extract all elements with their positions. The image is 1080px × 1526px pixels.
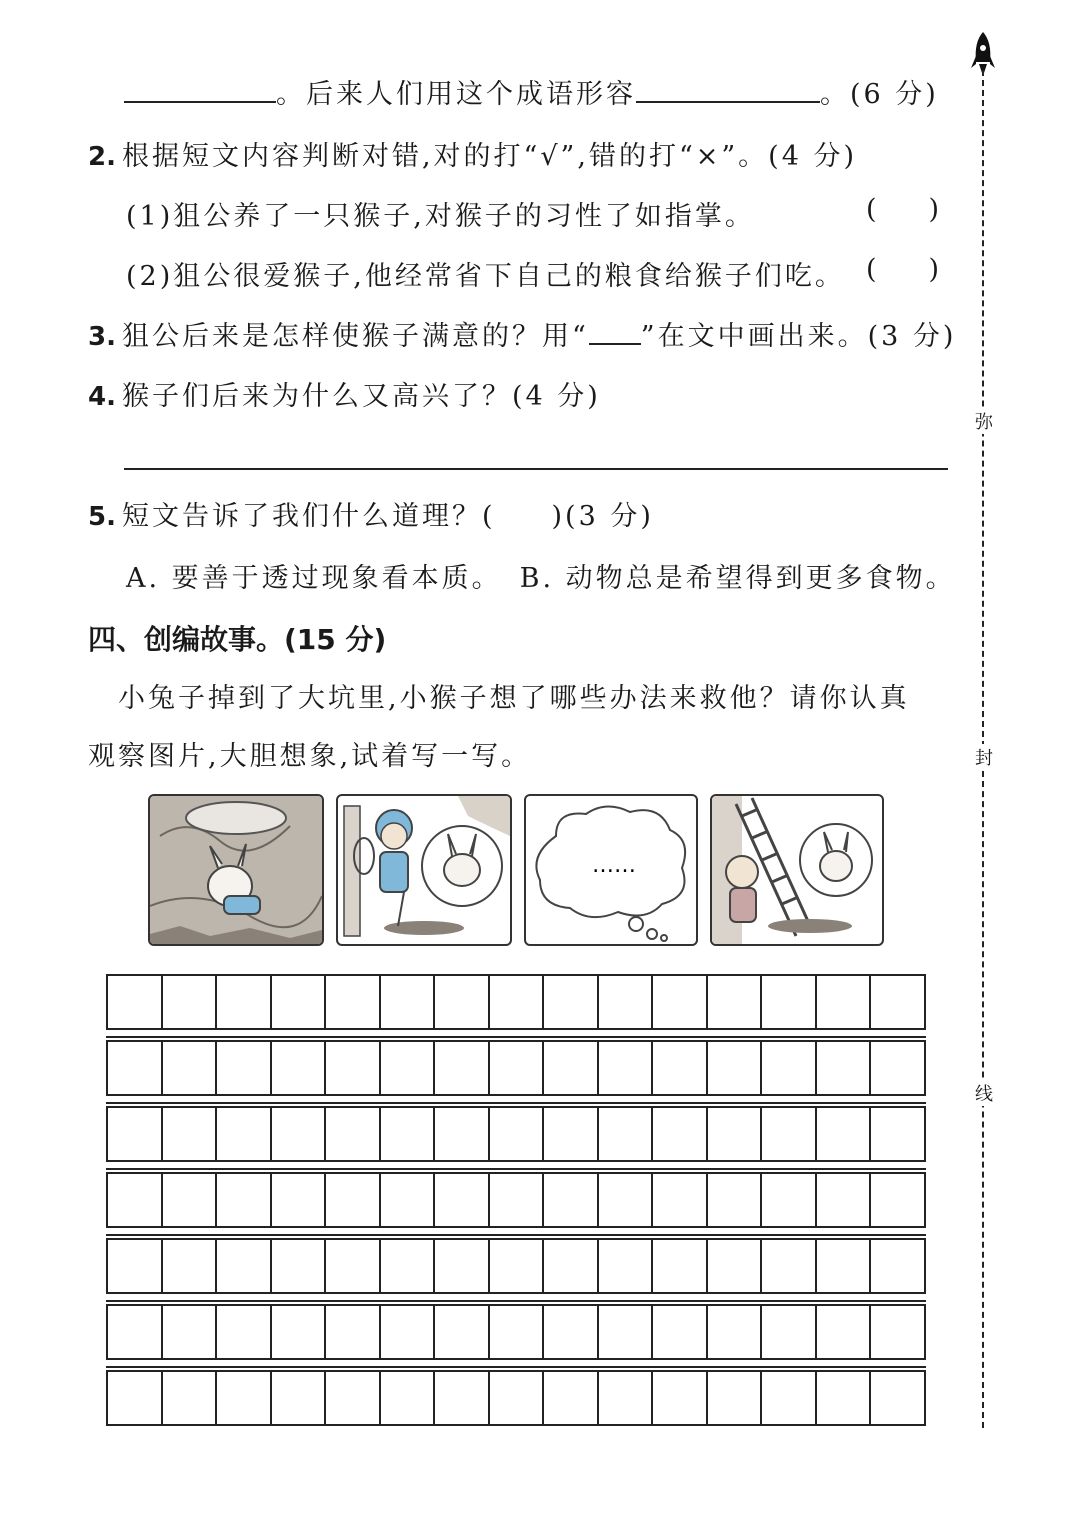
underline-sample — [589, 321, 641, 345]
q5-options — [126, 556, 956, 595]
grid-row-1[interactable] — [106, 974, 926, 1030]
margin-label-mi: 弥 — [972, 408, 996, 434]
picture-4-monkey-ladder — [710, 794, 884, 946]
grid-row-3[interactable] — [106, 1106, 926, 1162]
q2-item-2-answer[interactable]: ( ) — [866, 254, 940, 285]
question-5: 5. 短文告诉了我们什么道理？( )(3 分) — [88, 501, 654, 532]
bubble-text: …… — [592, 853, 636, 878]
blank-2[interactable] — [636, 79, 820, 103]
margin-label-xian: 线 — [972, 1080, 996, 1106]
question-2: 2. 根据短文内容判断对错,对的打“√”,错的打“×”。(4 分) — [88, 141, 858, 172]
picture-2-monkey-rope — [336, 794, 512, 946]
q4-answer-line[interactable] — [124, 468, 948, 470]
question-4: 4. 猴子们后来为什么又高兴了？(4 分) — [88, 381, 601, 412]
section-4-title: 四、创编故事。(15 分) — [88, 623, 387, 656]
margin-label-feng: 封 — [972, 744, 996, 770]
picture-3-thought-bubble — [524, 794, 698, 946]
section-4-prompt-2: 观察图片,大胆想象,试着写一写。 — [88, 741, 532, 772]
blank-1[interactable] — [124, 79, 276, 103]
section-4-prompt-1: 小兔子掉到了大坑里,小猴子想了哪些办法来救他？请你认真 — [118, 683, 910, 714]
q2-item-1: (1)狙公养了一只猴子,对猴子的习性了如指掌。 — [126, 201, 755, 232]
grid-row-4[interactable] — [106, 1172, 926, 1228]
option-a[interactable]: A. 要善于透过现象看本质。 — [126, 563, 502, 594]
grid-row-6[interactable] — [106, 1304, 926, 1360]
grid-row-7[interactable] — [106, 1370, 926, 1426]
fill-line-idiom: 。后来人们用这个成语形容 。(6 分) — [124, 72, 939, 111]
q2-item-1-answer[interactable]: ( ) — [866, 194, 940, 225]
question-3: 3. 狙公后来是怎样使猴子满意的？用“ ”在文中画出来。(3 分) — [88, 321, 957, 352]
q2-item-2: (2)狙公很爱猴子,他经常省下自己的粮食给猴子们吃。 — [126, 261, 845, 292]
grid-row-5[interactable] — [106, 1238, 926, 1294]
picture-1-rabbit-in-hole — [148, 794, 324, 946]
grid-row-2[interactable] — [106, 1040, 926, 1096]
option-b[interactable]: B. 动物总是希望得到更多食物。 — [519, 563, 956, 594]
